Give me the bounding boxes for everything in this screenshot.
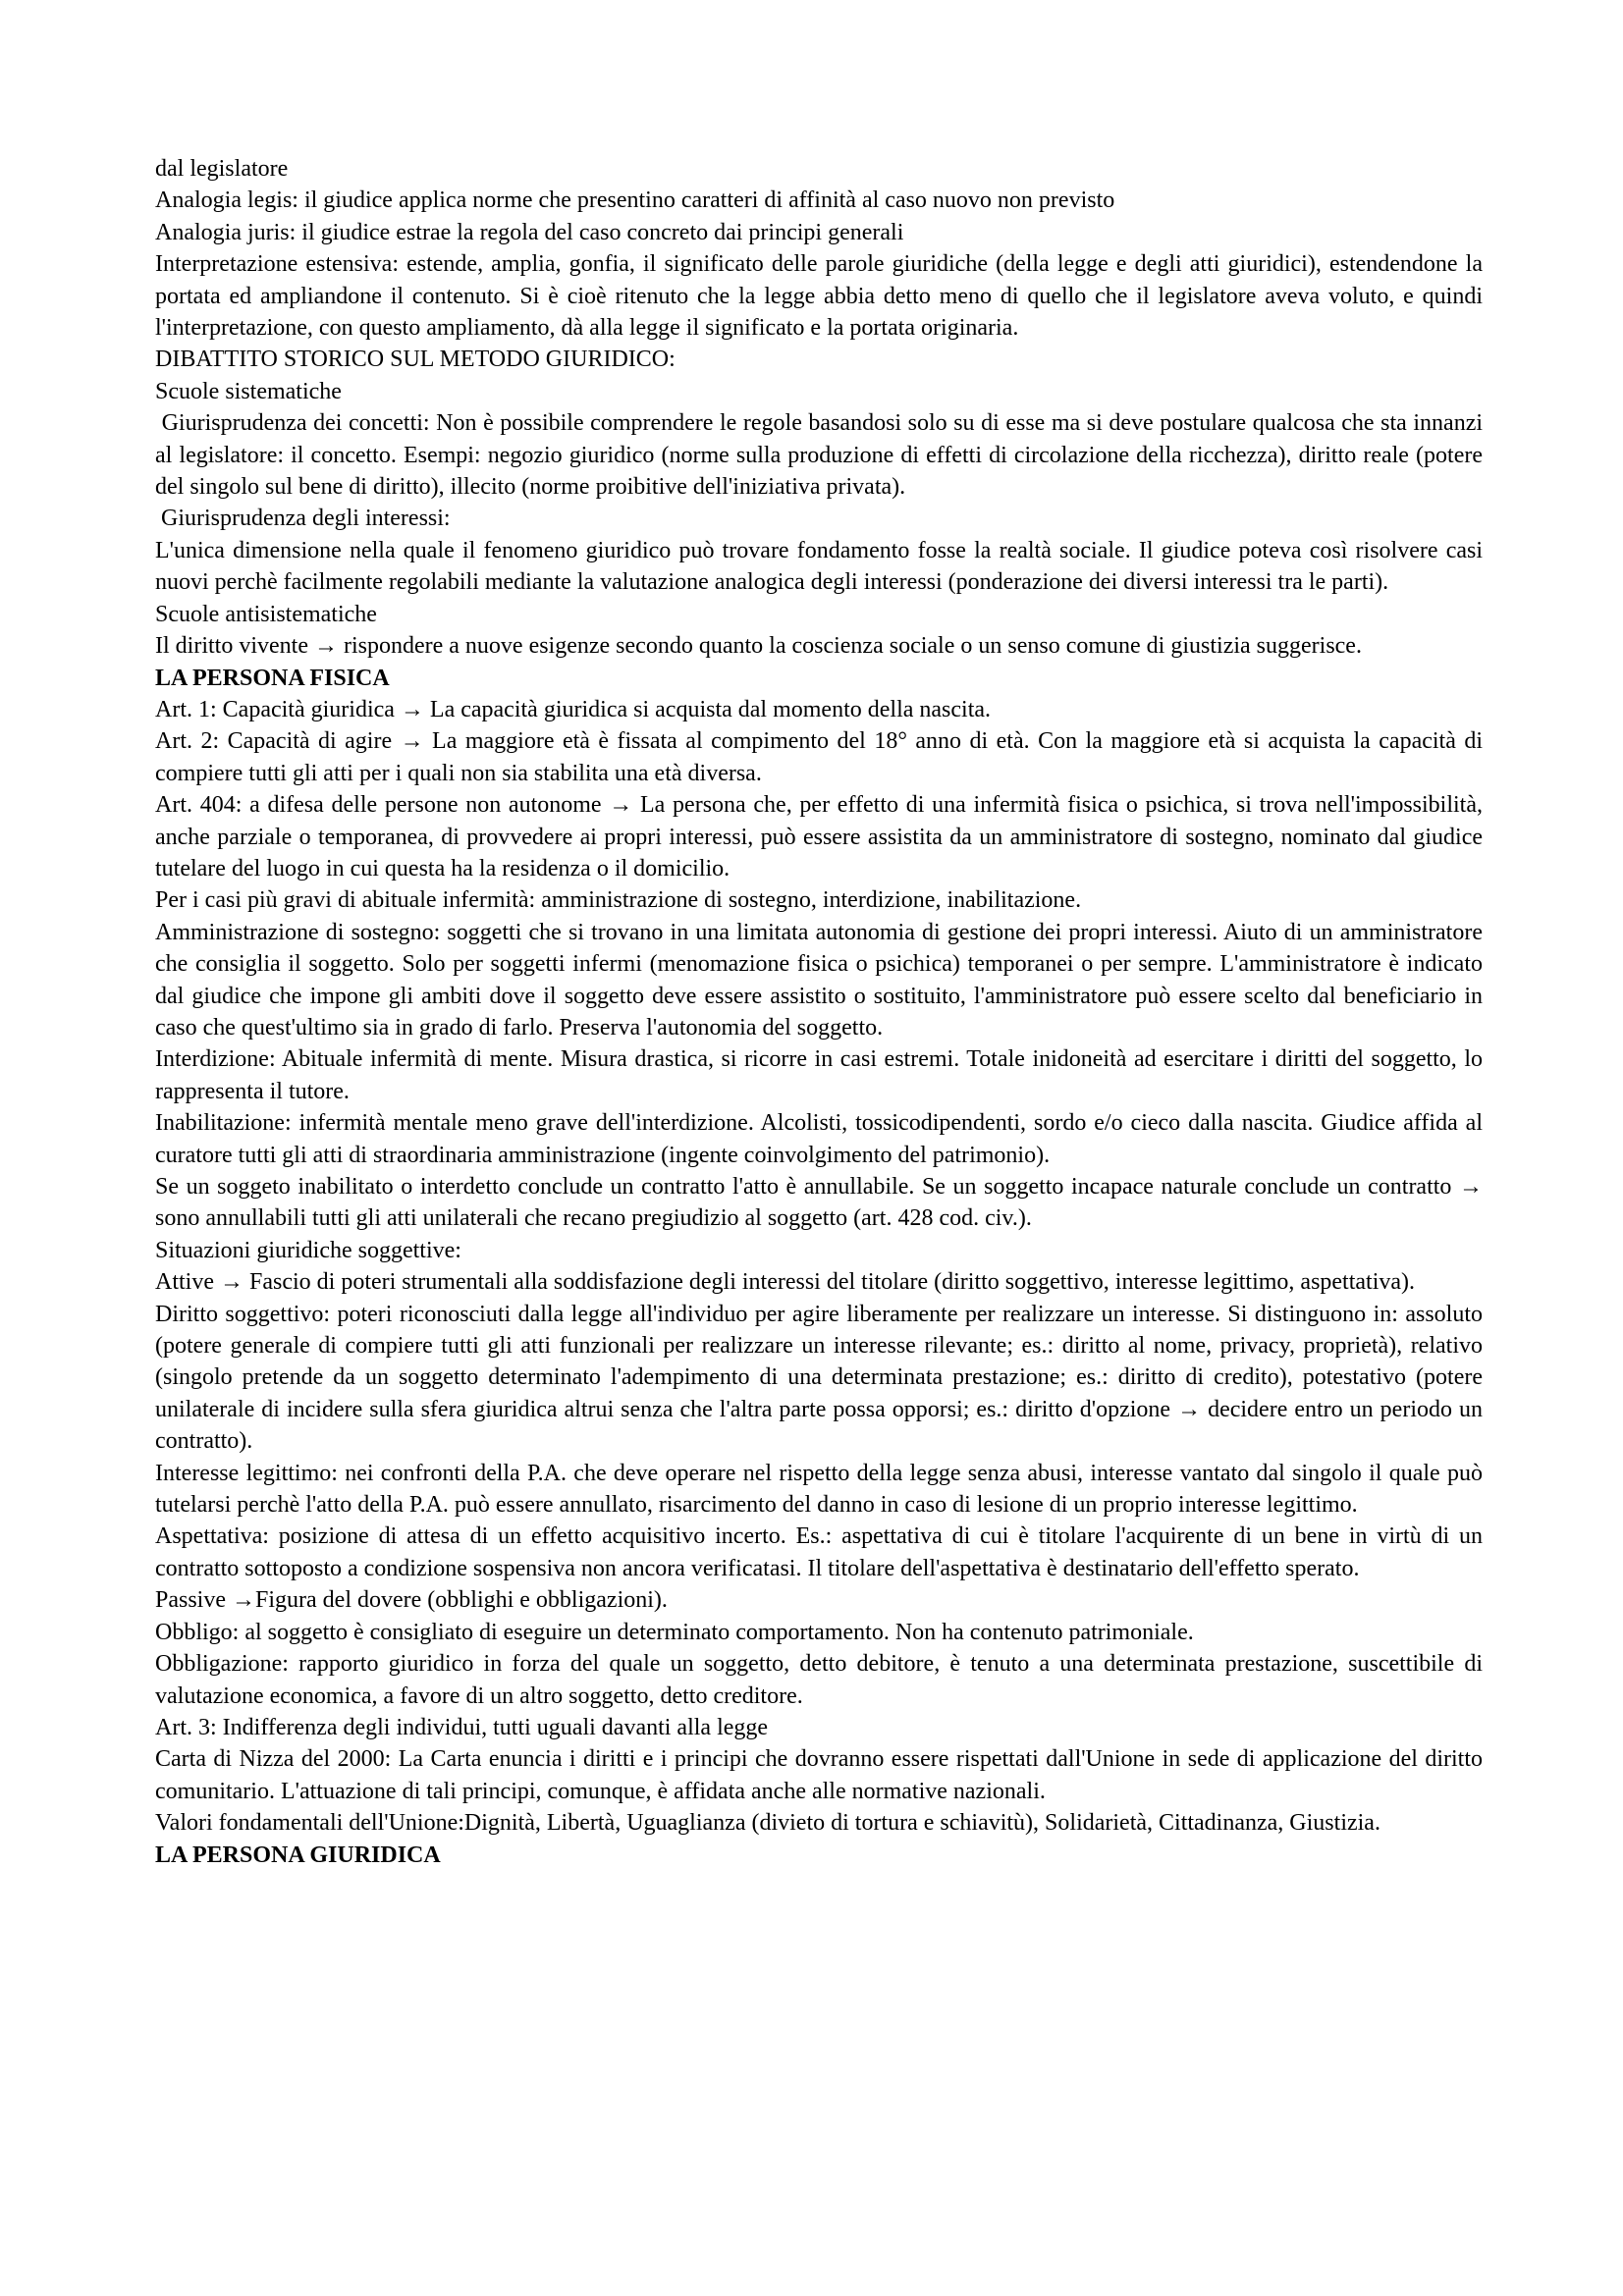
paragraph-dal-legislatore: dal legislatore <box>155 156 289 182</box>
paragraph-passive: Passive →Figura del dovere (obblighi e obbligazioni). <box>155 1587 668 1614</box>
paragraph-interesse-legittimo: Interesse legittimo: nei confronti della P.A. che deve operare nel rispetto della legge senza abusi, interesse vantato dal singolo il quale può tutelarsi perchè l'atto della P.A. può essere annullato, risarcimento del danno in caso di lesione di un proprio interesse legittimo. <box>155 1460 1483 1519</box>
paragraph-dibattito-storico: DIBATTITO STORICO SUL METODO GIURIDICO: <box>155 347 676 373</box>
paragraph-diritto-vivente: Il diritto vivente → rispondere a nuove esigenze secondo quanto la coscienza sociale o un senso comune di giustizia suggerisce. <box>155 633 1362 660</box>
paragraph-situazioni-giuridiche: Situazioni giuridiche soggettive: <box>155 1237 461 1263</box>
paragraph-art-2: Art. 2: Capacità di agire → La maggiore età è fissata al compimento del 18° anno di età. Con la maggiore età si acquista la capacità di compiere tutti gli atti per i quali non sia stabilita una età diversa. <box>155 728 1483 786</box>
paragraph-valori-fondamentali: Valori fondamentali dell'Unione:Dignità, Libertà, Uguaglianza (divieto di tortura e schiavitù), Solidarietà, Cittadinanza, Giustizia. <box>155 1810 1380 1837</box>
paragraph-amministrazione-sostegno: Amministrazione di sostegno: soggetti che si trovano in una limitata autonomia di gestione dei propri interessi. Aiuto di un amministratore che consiglia il soggetto. Solo per soggetti infermi (menomazione fisica o psichica) temporanei o per sempre. L'amministratore è indicato dal giudice che impone gli ambiti dove il soggetto deve essere assistito o sostituito, l'amministratore può essere scelto dal beneficiario in caso che quest'ultimo sia in grado di farlo. Preserva l'autonomia del soggetto. <box>155 919 1483 1041</box>
paragraph-art-1: Art. 1: Capacità giuridica → La capacità giuridica si acquista dal momento della nascita. <box>155 696 992 722</box>
paragraph-inabilitazione: Inabilitazione: infermità mentale meno grave dell'interdizione. Alcolisti, tossicodipendenti, sordo e/o cieco dalla nascita. Giudice affida al curatore tutti gli atti di straordinaria amministrazione (ingente coinvolgimento del patrimonio). <box>155 1110 1483 1168</box>
heading-persona-giuridica: LA PERSONA GIURIDICA <box>155 1842 441 1868</box>
paragraph-scuole-sistematiche: Scuole sistematiche <box>155 378 342 404</box>
paragraph-analogia-legis: Analogia legis: il giudice applica norme che presentino caratteri di affinità al caso nuovo non previsto <box>155 187 1115 214</box>
paragraph-soggetto-inabilitato: Se un soggeto inabilitato o interdetto conclude un contratto l'atto è annullabile. Se un soggetto incapace naturale conclude un contratto → sono annullabili tutti gli atti unilaterali che recano pregiudizio al soggetto (art. 428 cod. civ.). <box>155 1174 1483 1232</box>
paragraph-obbligo: Obbligo: al soggetto è consigliato di eseguire un determinato comportamento. Non ha contenuto patrimoniale. <box>155 1619 1194 1645</box>
paragraph-attive: Attive → Fascio di poteri strumentali alla soddisfazione degli interessi del titolare (diritto soggettivo, interesse legittimo, aspettativa). <box>155 1269 1416 1296</box>
paragraph-giurisprudenza-concetti: Giurisprudenza dei concetti: Non è possibile comprendere le regole basandosi solo su di esse ma si deve postulare qualcosa che sta innanzi al legislatore: il concetto. Esempi: negozio giuridico (norme sulla produzione di effetti di circolazione della ricchezza), diritto reale (potere del singolo sul bene di diritto), illecito (norme proibitive dell'iniziativa privata). <box>155 410 1489 501</box>
heading-persona-fisica: LA PERSONA FISICA <box>155 665 390 691</box>
paragraph-analogia-juris: Analogia juris: il giudice estrae la regola del caso concreto dai principi generali <box>155 219 904 245</box>
paragraph-casi-gravi: Per i casi più gravi di abituale infermità: amministrazione di sostegno, interdizione, inabilitazione. <box>155 887 1082 914</box>
paragraph-obbligazione: Obbligazione: rapporto giuridico in forza del quale un soggetto, detto debitore, è tenuto a una determinata prestazione, suscettibile di valutazione economica, a favore di un altro soggetto, detto creditore. <box>155 1651 1483 1709</box>
paragraph-diritto-soggettivo: Diritto soggettivo: poteri riconosciuti dalla legge all'individuo per agire liberamente per realizzare un interesse. Si distinguono in: assoluto (potere generale di compiere tutti gli atti funzionali per realizzare un interesse rilevante; es.: diritto al nome, privacy, proprietà), relativo (singolo pretende da un soggetto determinato l'adempimento di una determinata prestazione; es.: diritto di credito), potestativo (potere unilaterale di incidere sulla sfera giuridica altrui senza che l'altra parte possa opporsi; es.: diritto d'opzione → decidere entro un periodo un contratto). <box>155 1301 1483 1455</box>
paragraph-interdizione: Interdizione: Abituale infermità di mente. Misura drastica, si ricorre in casi estremi. Totale inidoneità ad esercitare i diritti del soggetto, lo rappresenta il tutore. <box>155 1046 1483 1104</box>
paragraph-art-3: Art. 3: Indifferenza degli individui, tutti uguali davanti alla legge <box>155 1714 769 1740</box>
paragraph-giurisprudenza-interessi: Giurisprudenza degli interessi: <box>155 506 451 532</box>
paragraph-art-404: Art. 404: a difesa delle persone non autonome → La persona che, per effetto di una infermità fisica o psichica, si trova nell'impossibilità, anche parziale o temporanea, di provvedere ai propri interessi, può essere assistita da un amministratore di sostegno, nominato dal giudice tutelare del luogo in cui questa ha la residenza o il domicilio. <box>155 792 1483 881</box>
paragraph-carta-nizza: Carta di Nizza del 2000: La Carta enuncia i diritti e i principi che dovranno essere rispettati dall'Unione in sede di applicazione del diritto comunitario. L'attuazione di tali principi, comunque, è affidata anche alle normative nazionali. <box>155 1746 1483 1804</box>
paragraph-interpretazione-estensiva: Interpretazione estensiva: estende, amplia, gonfia, il significato delle parole giuridiche (della legge e degli atti giuridici), estendendone la portata ed ampliandone il contenuto. Si è cioè ritenuto che la legge abbia detto meno di quello che il legislatore aveva voluto, e quindi l'interpretazione, con questo ampliamento, dà alla legge il significato e la portata originaria. <box>155 251 1483 342</box>
paragraph-scuole-antisistematiche: Scuole antisistematiche <box>155 601 377 627</box>
document-page <box>155 153 1489 1871</box>
paragraph-dimensione-sociale: L'unica dimensione nella quale il fenomeno giuridico può trovare fondamento fosse la realtà sociale. Il giudice poteva così risolvere casi nuovi perchè facilmente regolabili mediante la valutazione analogica degli interessi (ponderazione dei diversi interessi tra le parti). <box>155 537 1483 596</box>
paragraph-aspettativa: Aspettativa: posizione di attesa di un effetto acquisitivo incerto. Es.: aspettativa di cui è titolare l'acquirente di un bene in virtù di un contratto sottoposto a condizione sospensiva non ancora verificatasi. Il titolare dell'aspettativa è destinatario dell'effetto sperato. <box>155 1523 1483 1581</box>
